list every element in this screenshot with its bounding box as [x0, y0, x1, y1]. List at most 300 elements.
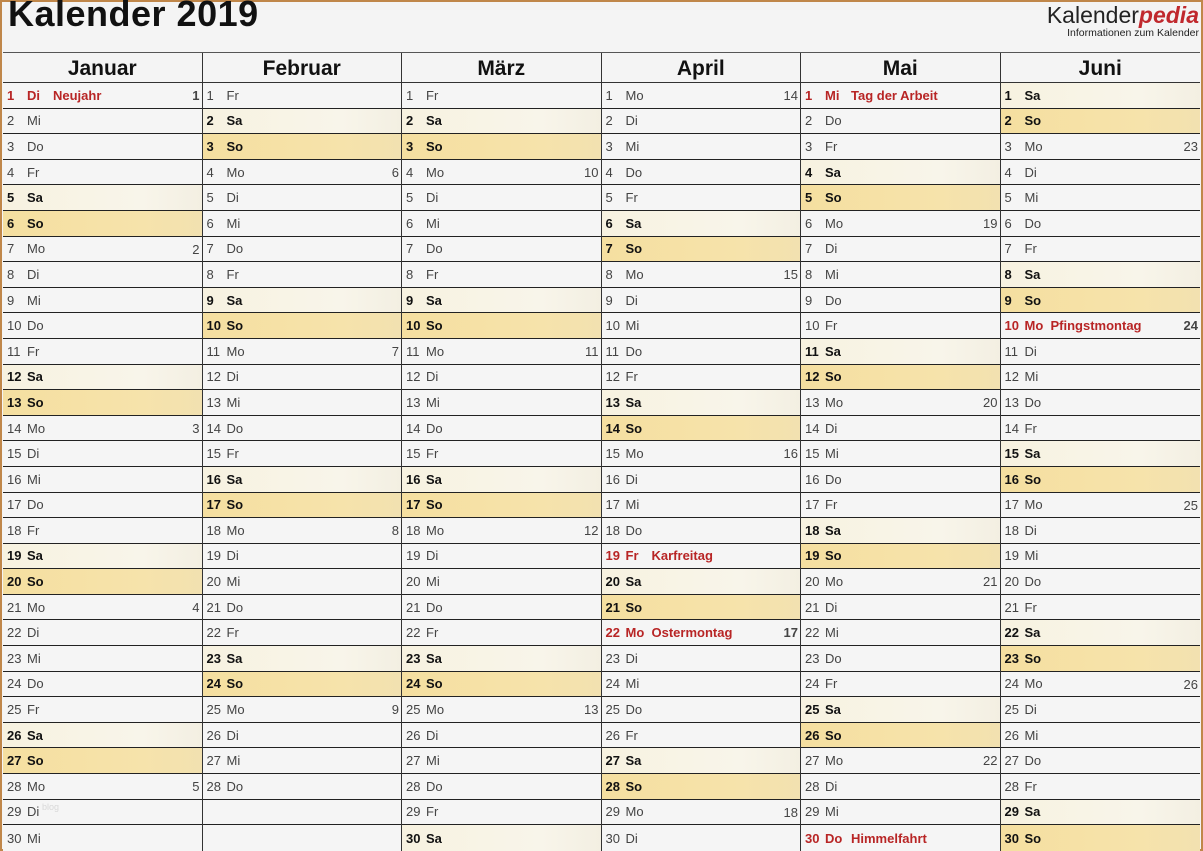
day-number: 23 — [206, 650, 221, 666]
day-number: 22 — [406, 625, 421, 641]
day-row[interactable] — [1001, 697, 1201, 723]
day-row[interactable] — [203, 365, 402, 391]
day-number: 14 — [1004, 420, 1019, 436]
day-number: 19 — [7, 548, 22, 564]
day-row[interactable] — [801, 365, 1000, 391]
day-row[interactable] — [801, 288, 1000, 314]
day-row[interactable] — [3, 339, 202, 365]
day-row[interactable] — [801, 390, 1000, 416]
day-number: 25 — [605, 702, 620, 718]
day-row[interactable] — [3, 441, 202, 467]
day-row[interactable] — [801, 774, 1000, 800]
day-row[interactable] — [1001, 569, 1201, 595]
day-row[interactable] — [3, 262, 202, 288]
day-number: 11 — [7, 343, 21, 359]
day-row[interactable] — [801, 723, 1000, 749]
week-number: 23 — [1183, 139, 1198, 155]
day-row[interactable] — [203, 646, 402, 672]
day-row[interactable] — [1001, 544, 1201, 570]
weekday: Di — [27, 87, 40, 103]
day-row[interactable] — [203, 620, 402, 646]
day-row[interactable] — [602, 800, 801, 826]
day-number: 10 — [206, 318, 221, 334]
day-row[interactable] — [801, 262, 1000, 288]
weekday: Mo — [27, 241, 46, 257]
day-row[interactable] — [3, 185, 202, 211]
weekday: Mi — [426, 753, 440, 769]
day-row[interactable] — [203, 262, 402, 288]
day-row[interactable] — [801, 518, 1000, 544]
day-row[interactable] — [801, 134, 1000, 160]
day-number: 26 — [805, 727, 820, 743]
day-row[interactable] — [1001, 390, 1201, 416]
day-row[interactable] — [402, 595, 601, 621]
day-row[interactable] — [602, 109, 801, 135]
weekday: Fr — [226, 87, 239, 103]
day-row[interactable] — [1001, 672, 1201, 698]
day-row[interactable] — [402, 774, 601, 800]
weekday: Mo — [625, 266, 644, 282]
day-row[interactable] — [402, 800, 601, 826]
day-row[interactable] — [402, 288, 601, 314]
day-number: 14 — [805, 420, 820, 436]
weekday: Sa — [226, 650, 243, 666]
day-row[interactable] — [1001, 825, 1201, 851]
day-number: 10 — [605, 318, 620, 334]
day-row[interactable] — [602, 365, 801, 391]
calendar-grid — [3, 52, 1200, 851]
day-row[interactable] — [801, 646, 1000, 672]
day-number: 24 — [805, 676, 820, 692]
day-row[interactable] — [402, 723, 601, 749]
day-row[interactable] — [801, 825, 1000, 851]
weekday: Sa — [1024, 446, 1041, 462]
day-row[interactable] — [402, 109, 601, 135]
day-row[interactable] — [801, 672, 1000, 698]
weekday: Mo — [426, 343, 445, 359]
day-row[interactable] — [3, 544, 202, 570]
weekday: So — [426, 138, 443, 154]
day-row[interactable] — [203, 544, 402, 570]
day-row[interactable] — [402, 518, 601, 544]
day-row[interactable] — [801, 697, 1000, 723]
weekday: Sa — [27, 548, 43, 564]
day-row[interactable] — [1001, 800, 1201, 826]
day-row[interactable] — [402, 544, 601, 570]
day-row[interactable] — [602, 748, 801, 774]
day-row[interactable] — [602, 620, 801, 646]
weekday: Mi — [226, 574, 241, 590]
day-number: 15 — [406, 446, 421, 462]
day-row[interactable] — [3, 288, 202, 314]
day-row[interactable] — [203, 313, 402, 339]
weekday: Fr — [825, 138, 838, 154]
day-row[interactable] — [602, 339, 801, 365]
weekday: So — [27, 574, 44, 590]
day-number: 3 — [7, 138, 15, 154]
day-row[interactable] — [602, 160, 801, 186]
day-row[interactable] — [402, 160, 601, 186]
day-row[interactable] — [602, 237, 801, 263]
weekday: Sa — [825, 164, 841, 180]
day-row[interactable] — [203, 441, 402, 467]
day-row[interactable] — [402, 646, 601, 672]
day-row[interactable] — [801, 339, 1000, 365]
day-row[interactable] — [1001, 365, 1201, 391]
weekday: Do — [825, 650, 842, 666]
day-row[interactable] — [3, 109, 202, 135]
weekday: Fr — [1024, 420, 1037, 436]
day-row[interactable] — [602, 211, 801, 237]
day-row[interactable] — [1001, 620, 1201, 646]
day-row[interactable] — [801, 620, 1000, 646]
day-row[interactable] — [3, 313, 202, 339]
day-row[interactable] — [602, 185, 801, 211]
weekday: Mo — [426, 522, 445, 538]
day-row[interactable] — [3, 774, 202, 800]
day-row[interactable] — [1001, 493, 1201, 519]
day-row[interactable] — [801, 800, 1000, 826]
day-number: 13 — [406, 394, 421, 410]
day-row[interactable] — [203, 774, 402, 800]
day-number: 15 — [805, 446, 820, 462]
day-row[interactable] — [602, 134, 801, 160]
day-number: 5 — [7, 190, 15, 206]
day-row[interactable] — [801, 441, 1000, 467]
weekday: Mi — [825, 804, 839, 820]
day-row[interactable] — [3, 83, 202, 109]
day-number: 4 — [605, 164, 613, 180]
weekday: Do — [825, 471, 842, 487]
day-number: 15 — [7, 446, 22, 462]
day-number: 19 — [805, 548, 820, 564]
day-row[interactable] — [602, 723, 801, 749]
week-number: 18 — [783, 804, 798, 820]
day-row[interactable] — [203, 800, 402, 826]
day-row[interactable] — [801, 237, 1000, 263]
day-row[interactable] — [3, 723, 202, 749]
day-row[interactable] — [602, 569, 801, 595]
weekday: Do — [426, 599, 443, 615]
day-row[interactable] — [402, 620, 601, 646]
weekday: So — [27, 215, 44, 231]
day-row[interactable] — [402, 672, 601, 698]
day-row[interactable] — [602, 390, 801, 416]
day-row[interactable] — [3, 800, 202, 826]
day-number: 21 — [1004, 599, 1019, 615]
day-row[interactable] — [203, 109, 402, 135]
day-row[interactable] — [203, 595, 402, 621]
weekday: Fr — [226, 446, 239, 462]
day-number: 20 — [805, 574, 820, 590]
weekday: Sa — [426, 113, 442, 129]
weekday: Mo — [27, 599, 46, 615]
day-row[interactable] — [3, 390, 202, 416]
day-number: 30 — [406, 830, 421, 846]
day-row[interactable] — [402, 569, 601, 595]
day-number: 18 — [406, 522, 421, 538]
day-number: 7 — [7, 241, 15, 257]
day-row[interactable] — [1001, 518, 1201, 544]
day-row[interactable] — [402, 825, 601, 851]
weekday: Do — [27, 318, 44, 334]
day-row[interactable] — [1001, 723, 1201, 749]
day-number: 27 — [206, 753, 221, 769]
weekday: So — [1024, 650, 1042, 666]
day-row[interactable] — [3, 365, 202, 391]
day-number: 18 — [1004, 522, 1019, 538]
day-row[interactable] — [602, 262, 801, 288]
day-row[interactable] — [1001, 339, 1201, 365]
day-row[interactable] — [3, 467, 202, 493]
day-row[interactable] — [1001, 416, 1201, 442]
day-number: 12 — [406, 369, 421, 385]
day-row[interactable] — [402, 83, 601, 109]
day-row[interactable] — [3, 416, 202, 442]
day-row[interactable] — [402, 262, 601, 288]
day-row[interactable] — [1001, 595, 1201, 621]
weekday: Mo — [625, 446, 644, 462]
day-row[interactable] — [602, 441, 801, 467]
day-row[interactable] — [801, 595, 1000, 621]
day-number: 7 — [1004, 241, 1012, 257]
day-row[interactable] — [801, 569, 1000, 595]
day-row[interactable] — [1001, 288, 1201, 314]
day-number: 4 — [1004, 164, 1012, 180]
day-number: 30 — [805, 830, 820, 846]
day-row[interactable] — [801, 544, 1000, 570]
day-row[interactable] — [402, 493, 601, 519]
day-row[interactable] — [1001, 441, 1201, 467]
weekday: Mo — [825, 215, 844, 231]
day-number: 11 — [1004, 343, 1018, 359]
day-number: 3 — [406, 138, 414, 154]
day-row[interactable] — [602, 825, 801, 851]
day-row[interactable] — [402, 339, 601, 365]
weekday: Di — [226, 190, 239, 206]
day-row[interactable] — [602, 595, 801, 621]
day-number: 29 — [805, 804, 820, 820]
week-number: 13 — [584, 702, 599, 718]
day-number: 28 — [7, 778, 22, 794]
day-number: 7 — [406, 241, 414, 257]
day-row[interactable] — [203, 825, 402, 851]
day-row[interactable] — [402, 416, 601, 442]
day-row[interactable] — [402, 313, 601, 339]
day-row[interactable] — [1001, 467, 1201, 493]
day-number: 6 — [406, 215, 414, 231]
day-row[interactable] — [801, 185, 1000, 211]
day-row[interactable] — [203, 697, 402, 723]
day-row[interactable] — [203, 211, 402, 237]
day-number: 12 — [206, 369, 221, 385]
day-row[interactable] — [203, 493, 402, 519]
weekday: So — [1024, 471, 1042, 487]
day-row[interactable] — [1001, 646, 1201, 672]
day-row[interactable] — [203, 518, 402, 544]
day-number: 5 — [206, 190, 214, 206]
day-row[interactable] — [801, 160, 1000, 186]
day-row[interactable] — [3, 211, 202, 237]
day-number: 21 — [805, 599, 820, 615]
weekday: Fr — [825, 497, 838, 513]
weekday: Sa — [27, 190, 43, 206]
day-row[interactable] — [1001, 185, 1201, 211]
weekday: Fr — [825, 676, 838, 692]
day-row[interactable] — [3, 697, 202, 723]
day-row[interactable] — [1001, 109, 1201, 135]
day-row[interactable] — [203, 185, 402, 211]
weekday: Do — [226, 420, 244, 436]
weekday: Do — [1024, 574, 1042, 590]
month-header: Juni — [1001, 53, 1201, 83]
day-number: 8 — [605, 266, 613, 282]
day-row[interactable] — [602, 288, 801, 314]
day-number: 24 — [605, 676, 620, 692]
day-row[interactable] — [203, 134, 402, 160]
holiday-name: Karfreitag — [651, 548, 713, 564]
day-row[interactable] — [203, 672, 402, 698]
week-number: 5 — [192, 779, 200, 795]
weekday: Di — [27, 446, 40, 462]
day-row[interactable] — [3, 672, 202, 698]
weekday: Fr — [1024, 778, 1037, 794]
day-row[interactable] — [3, 134, 202, 160]
day-row[interactable] — [1001, 237, 1201, 263]
day-number: 21 — [7, 599, 22, 615]
day-row[interactable] — [1001, 160, 1201, 186]
weekday: Mo — [226, 343, 245, 359]
holiday-name: Pfingstmontag — [1050, 318, 1142, 334]
day-row[interactable] — [203, 339, 402, 365]
month-column-märz — [402, 53, 602, 851]
day-row[interactable] — [402, 441, 601, 467]
day-row[interactable] — [801, 416, 1000, 442]
day-row[interactable] — [1001, 774, 1201, 800]
weekday: Mi — [426, 574, 440, 590]
weekday: Do — [426, 420, 443, 436]
day-number: 13 — [605, 394, 620, 410]
weekday: Di — [226, 727, 239, 743]
day-row[interactable] — [602, 646, 801, 672]
day-row[interactable] — [602, 467, 801, 493]
weekday: Mi — [27, 650, 41, 666]
weekday: Di — [625, 830, 638, 846]
day-row[interactable] — [3, 160, 202, 186]
week-number: 21 — [983, 574, 998, 590]
day-row[interactable] — [402, 467, 601, 493]
day-row[interactable] — [203, 748, 402, 774]
day-row[interactable] — [402, 237, 601, 263]
day-row[interactable] — [602, 672, 801, 698]
day-row[interactable] — [3, 569, 202, 595]
week-number: 16 — [783, 446, 798, 462]
day-number: 17 — [206, 497, 221, 513]
day-row[interactable] — [3, 518, 202, 544]
day-row[interactable] — [1001, 262, 1201, 288]
day-number: 12 — [1004, 369, 1019, 385]
weekday: Mo — [226, 164, 245, 180]
day-row[interactable] — [1001, 83, 1201, 109]
day-row[interactable] — [801, 748, 1000, 774]
day-row[interactable] — [1001, 748, 1201, 774]
day-row[interactable] — [602, 493, 801, 519]
day-row[interactable] — [801, 211, 1000, 237]
day-number: 28 — [406, 778, 421, 794]
weekday: Di — [426, 548, 439, 564]
day-row[interactable] — [1001, 211, 1201, 237]
weekday: Sa — [426, 830, 442, 846]
day-row[interactable] — [801, 313, 1000, 339]
day-number: 9 — [1004, 292, 1012, 308]
day-row[interactable] — [801, 493, 1000, 519]
day-row[interactable] — [402, 748, 601, 774]
day-row[interactable] — [1001, 134, 1201, 160]
day-row[interactable] — [402, 134, 601, 160]
day-row[interactable] — [203, 237, 402, 263]
week-number: 9 — [391, 702, 399, 718]
weekday: Do — [625, 164, 643, 180]
week-number: 10 — [584, 164, 599, 180]
day-row[interactable] — [602, 774, 801, 800]
day-row[interactable] — [801, 83, 1000, 109]
day-row[interactable] — [203, 467, 402, 493]
day-row[interactable] — [203, 83, 402, 109]
day-row[interactable] — [3, 646, 202, 672]
day-row[interactable] — [3, 825, 202, 851]
day-row[interactable] — [602, 544, 801, 570]
day-row[interactable] — [602, 83, 801, 109]
day-row[interactable] — [602, 313, 801, 339]
day-number: 12 — [805, 369, 820, 385]
day-number: 25 — [406, 702, 421, 718]
day-number: 6 — [206, 215, 214, 231]
day-row[interactable] — [402, 390, 601, 416]
day-number: 15 — [605, 446, 620, 462]
weekday: Mo — [825, 753, 844, 769]
day-row[interactable] — [801, 467, 1000, 493]
day-row[interactable] — [3, 237, 202, 263]
day-number: 2 — [206, 113, 214, 129]
day-row[interactable] — [402, 211, 601, 237]
weekday: Sa — [625, 753, 642, 769]
day-row[interactable] — [203, 723, 402, 749]
day-row[interactable] — [1001, 313, 1201, 339]
week-number: 11 — [585, 343, 599, 359]
day-row[interactable] — [203, 569, 402, 595]
day-row[interactable] — [402, 697, 601, 723]
day-row[interactable] — [3, 595, 202, 621]
day-row[interactable] — [3, 620, 202, 646]
day-row[interactable] — [602, 518, 801, 544]
day-row[interactable] — [402, 365, 601, 391]
weekday: Mo — [1024, 676, 1043, 692]
day-row[interactable] — [3, 493, 202, 519]
day-row[interactable] — [602, 697, 801, 723]
day-row[interactable] — [203, 416, 402, 442]
day-number: 19 — [1004, 548, 1019, 564]
weekday: Di — [825, 778, 838, 794]
day-row[interactable] — [203, 288, 402, 314]
day-row[interactable] — [602, 416, 801, 442]
day-number: 15 — [206, 446, 221, 462]
day-row[interactable] — [203, 160, 402, 186]
day-row[interactable] — [203, 390, 402, 416]
day-row[interactable] — [3, 748, 202, 774]
day-row[interactable] — [801, 109, 1000, 135]
day-row[interactable] — [402, 185, 601, 211]
weekday: Di — [625, 292, 638, 308]
